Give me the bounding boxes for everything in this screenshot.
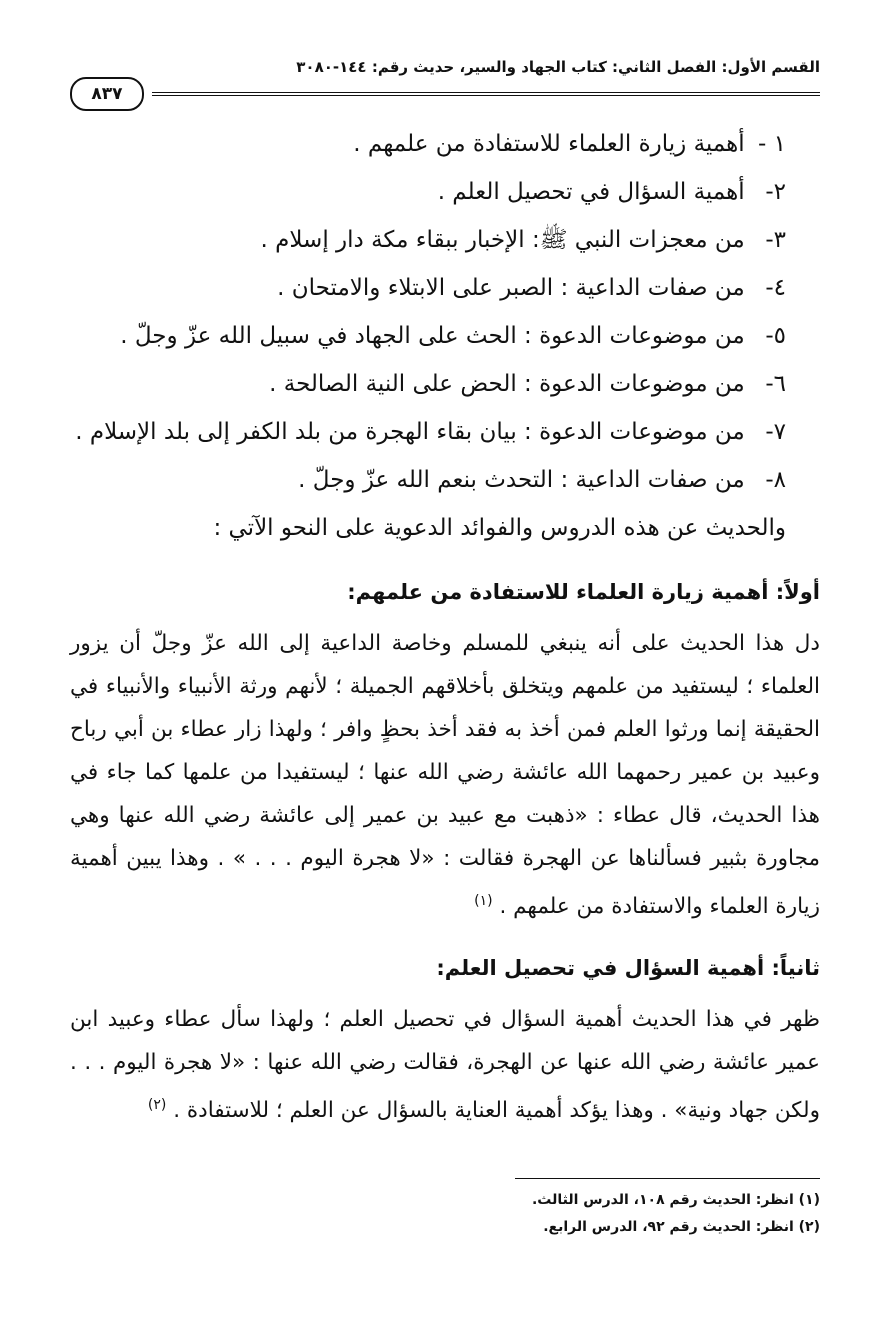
page-header — [70, 50, 820, 110]
book-page — [70, 50, 820, 1290]
lesson-number: ٧- — [765, 419, 786, 445]
lesson-item — [70, 456, 786, 504]
lesson-text: من موضوعات الدعوة : بيان بقاء الهجرة من بلد الكفر إلى بلد الإسلام . — [75, 419, 745, 445]
header-double-rule — [152, 92, 820, 96]
footnote-item: (٢) انظر: الحديث رقم ٩٢، الدرس الرابع. — [543, 1219, 820, 1236]
lesson-text: من صفات الداعية : الصبر على الابتلاء والامتحان . — [277, 275, 745, 301]
lesson-item — [70, 360, 786, 408]
paragraph-text: ظهر في هذا الحديث أهمية السؤال في تحصيل العلم ؛ ولهذا سأل عطاء وعبيد ابن عمير عائشة رضي الله عنها عن الهجرة، فقالت رضي الله عنها : «لا هجرة اليوم . . . ولكن جهاد ونية» . وهذا يؤكد أهمية العناية بالسؤال عن العلم ؛ للاستفادة . — [70, 1007, 820, 1124]
lesson-number: ٦- — [765, 371, 786, 397]
lesson-text: من صفات الداعية : التحدث بنعم الله عزّ وجلّ . — [298, 467, 745, 493]
lesson-item — [70, 120, 786, 168]
running-header-title: القسم الأول: الفصل الثاني: كتاب الجهاد والسير، حديث رقم: ١٤٤-٣٠٨٠ — [296, 58, 820, 76]
lesson-text: من معجزات النبي ﷺ: الإخبار ببقاء مكة دار إسلام . — [260, 227, 745, 253]
lesson-number: ٤- — [765, 275, 786, 301]
lesson-item — [70, 168, 786, 216]
lesson-text: من موضوعات الدعوة : الحث على الجهاد في سبيل الله عزّ وجلّ . — [120, 323, 745, 349]
footnote-reference: (٢) — [147, 1097, 167, 1114]
footnote-separator — [515, 1178, 820, 1179]
intro-sentence: والحديث عن هذه الدروس والفوائد الدعوية على النحو الآتي : — [213, 515, 786, 541]
section-heading-second: ثانياً: أهمية السؤال في تحصيل العلم: — [436, 956, 820, 981]
footnote-item: (١) انظر: الحديث رقم ١٠٨، الدرس الثالث. — [531, 1192, 820, 1209]
lesson-text: أهمية السؤال في تحصيل العلم . — [437, 179, 745, 205]
lesson-number: ٥- — [765, 323, 786, 349]
lesson-number: ٣- — [765, 227, 786, 253]
lesson-text: أهمية زيارة العلماء للاستفادة من علمهم . — [353, 131, 745, 157]
section-heading-first: أولاً: أهمية زيارة العلماء للاستفادة من علمهم: — [347, 580, 820, 604]
lesson-number: ٨- — [765, 467, 786, 493]
page-number-badge: ٨٣٧ — [70, 77, 144, 111]
lesson-item — [70, 312, 786, 360]
lessons-list — [70, 120, 820, 504]
lesson-text: من موضوعات الدعوة : الحض على النية الصالحة . — [269, 371, 745, 397]
paragraph-text: دل هذا الحديث على أنه ينبغي للمسلم وخاصة الداعية إلى الله عزّ وجلّ أن يزور العلماء ؛ ليستفيد من علمهم ويتخلق بأخلاقهم الجميلة ؛ لأنهم ورثة الأنبياء والأنبياء في الحقيقة إنما ورثوا العلم فمن أخذ به فقد أخذ بحظٍ وافر ؛ ولهذا زار عطاء بن أبي رباح وعبيد بن عمير رحمهما الله عائشة رضي الله عنها ؛ ليستفيدا من علمها كما جاء في هذا الحديث، قال عطاء : «ذهبت مع عبيد بن عمير إلى عائشة رضي الله عنها وهي مجاورة بثبير فسألناها عن الهجرة فقالت : «لا هجرة اليوم . . . » . وهذا يبين أهمية زيارة العلماء والاستفادة من علمهم . — [70, 631, 820, 920]
lesson-item — [70, 264, 786, 312]
lesson-item — [70, 408, 786, 456]
lesson-item — [70, 216, 786, 264]
footnote-reference: (١) — [474, 893, 493, 909]
section-body-first — [70, 622, 820, 928]
lesson-number: ٢- — [765, 179, 786, 205]
lesson-number: ١ - — [758, 131, 786, 157]
section-body-second — [70, 998, 820, 1132]
